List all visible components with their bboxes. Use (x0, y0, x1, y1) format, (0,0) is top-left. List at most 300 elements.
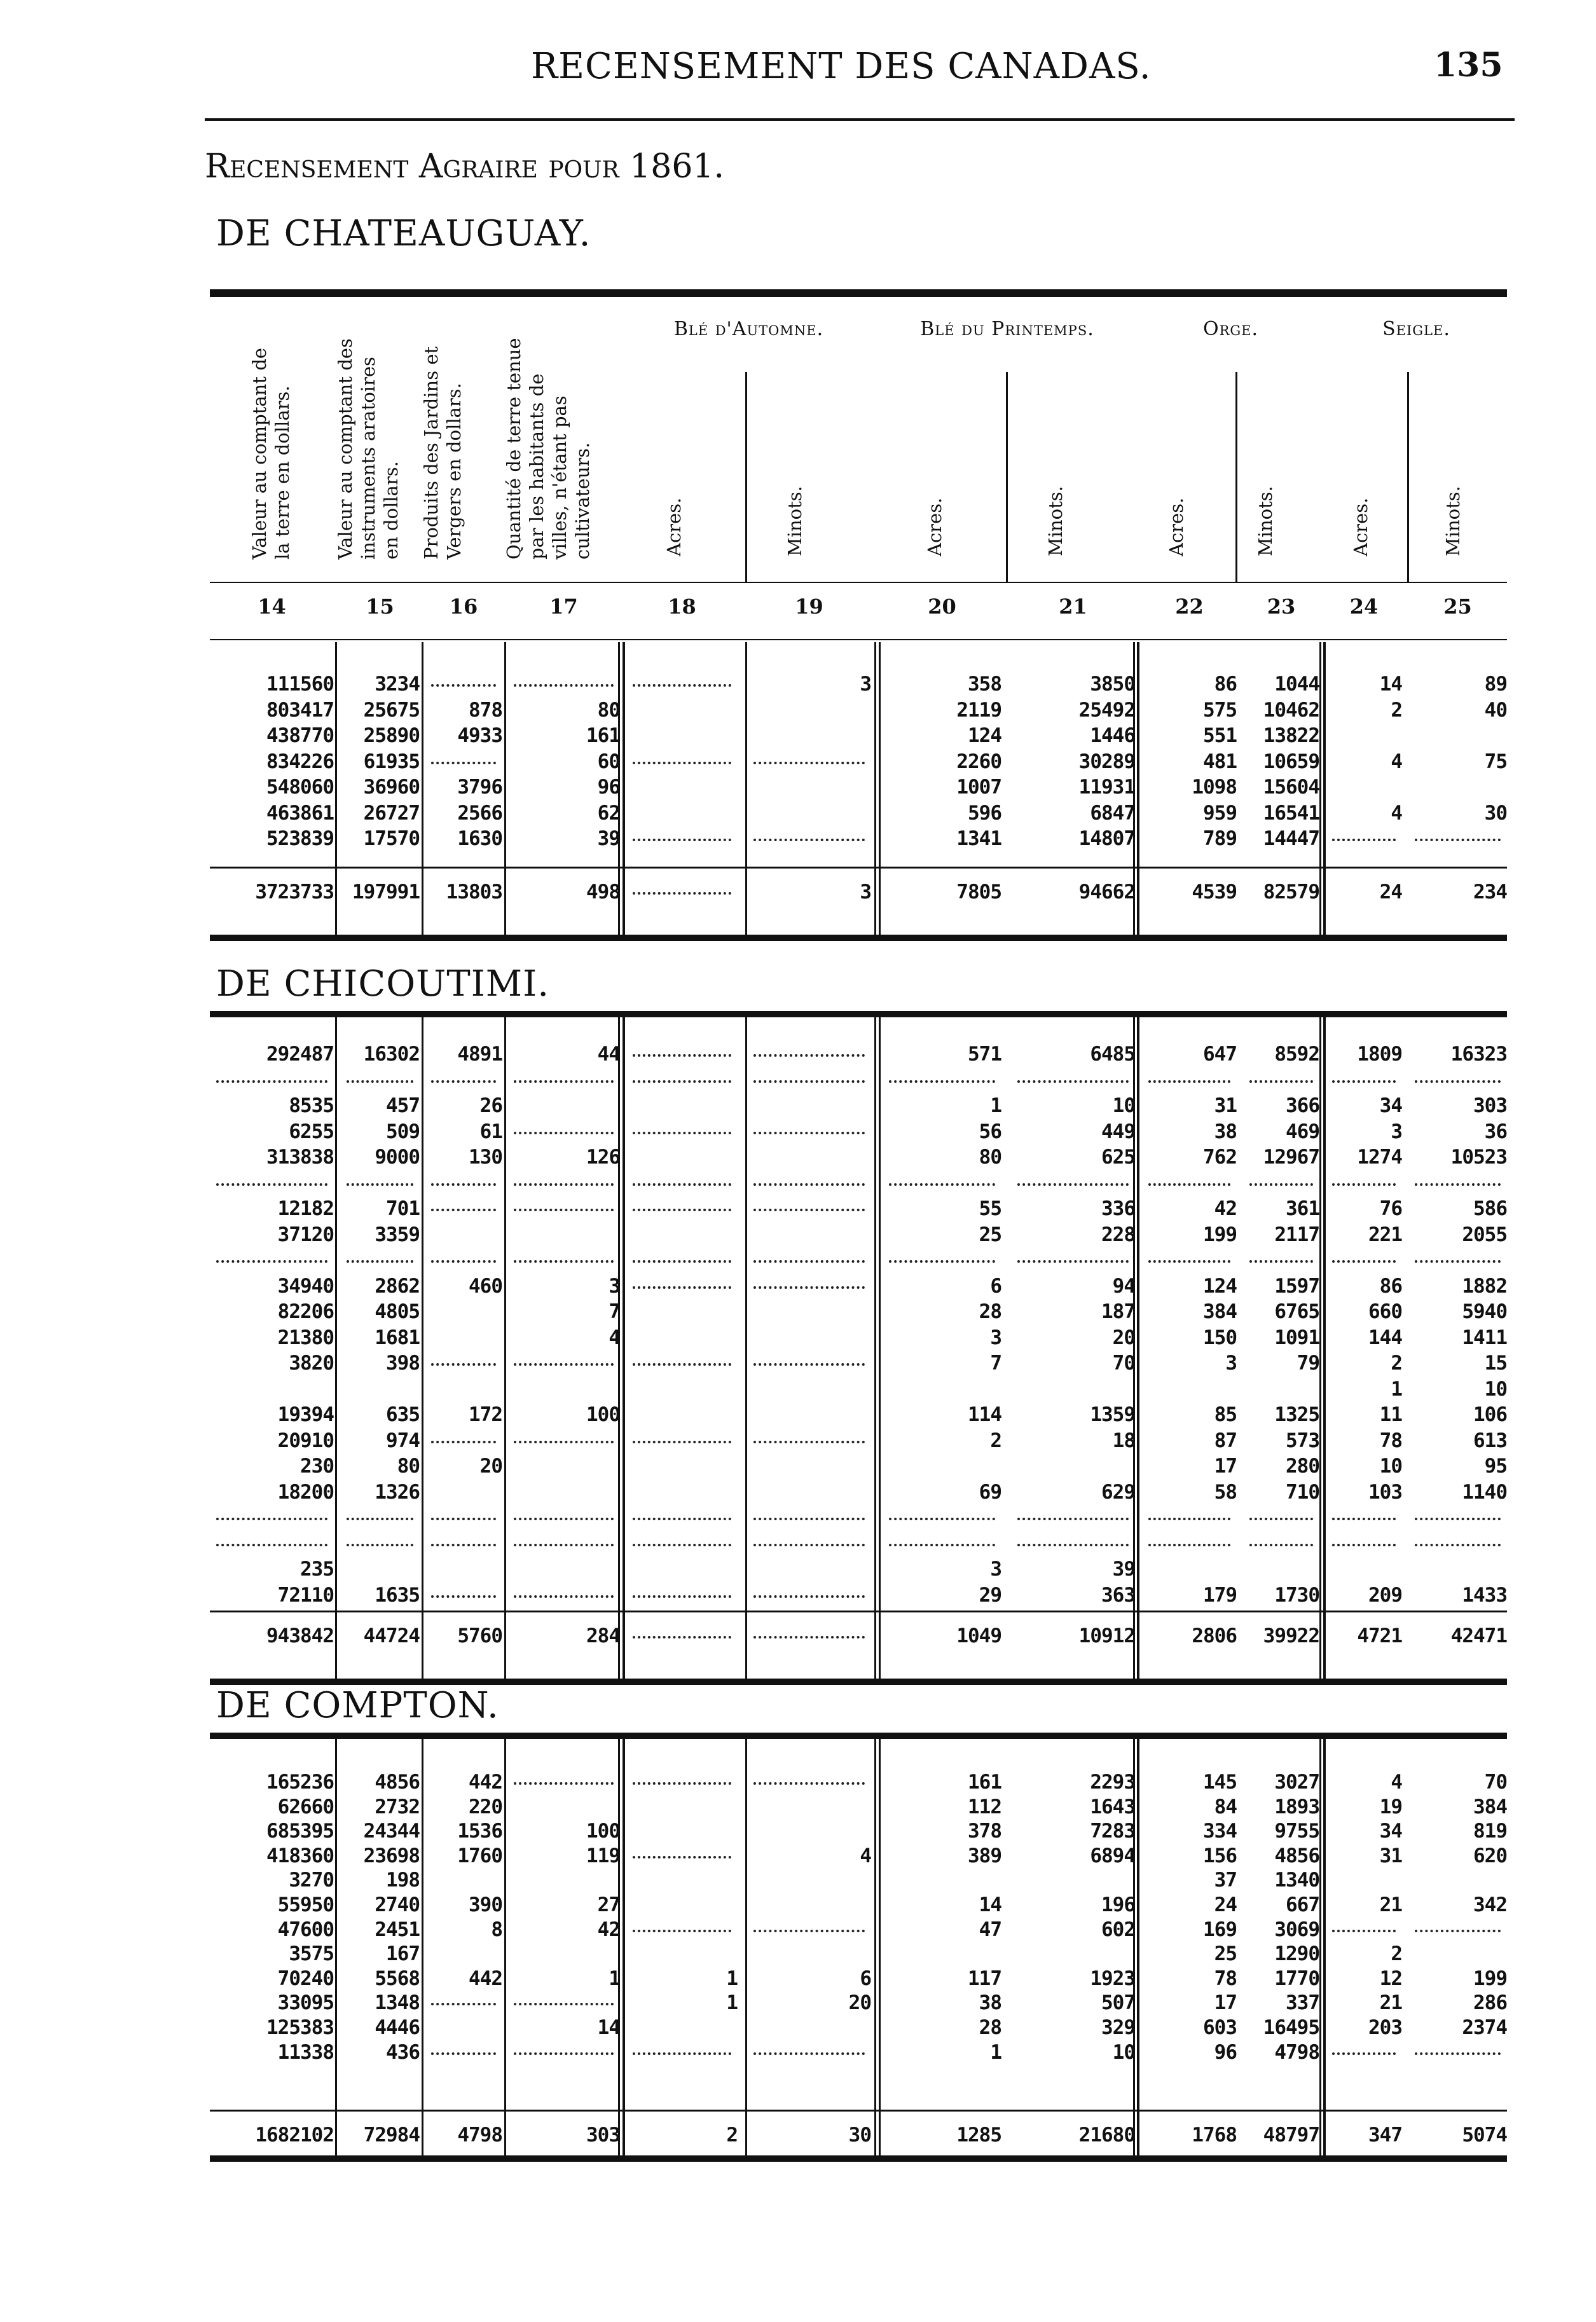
table-cell: 2374 (1462, 2016, 1507, 2039)
table-cell: 29 (979, 1583, 1001, 1607)
column-divider (422, 642, 423, 935)
table-cell: 19394 (277, 1403, 334, 1426)
table-cell: 3234 (375, 673, 420, 696)
table-cell: 336 (1101, 1197, 1135, 1220)
sub-header-5: Minots. (1255, 486, 1276, 556)
header-rule (205, 118, 1515, 121)
col-number-25: 25 (1443, 594, 1472, 619)
empty-cell-leader (431, 1209, 496, 1211)
table-cell: 25 (1214, 1942, 1237, 1966)
table-cell: 103 (1368, 1480, 1402, 1504)
table-cell: 14447 (1263, 827, 1319, 850)
table-cell: 602 (1101, 1918, 1135, 1941)
empty-cell-leader (753, 839, 865, 841)
total-rule (210, 867, 1507, 869)
empty-cell-leader (1415, 2052, 1501, 2055)
table-cell: 7283 (1090, 1820, 1135, 1843)
table-cell: 14 (597, 2016, 620, 2039)
empty-cell-leader (347, 1518, 413, 1520)
column-divider (745, 1017, 747, 1679)
table-cell: 436 (386, 2040, 420, 2064)
table-cell: 14807 (1078, 827, 1135, 850)
col-number-14: 14 (258, 594, 286, 619)
table-cell: 58 (1214, 1480, 1237, 1504)
empty-cell-leader (1415, 1260, 1501, 1263)
group-divider (1319, 1017, 1326, 1679)
table-cell: 106 (1473, 1403, 1507, 1426)
table-cell: 1325 (1274, 1403, 1319, 1426)
section-name: DE CHICOUTIMI. (216, 963, 550, 1005)
empty-cell-leader (889, 1183, 995, 1186)
table-cell: 292487 (266, 1043, 334, 1066)
empty-cell-leader (431, 1441, 496, 1443)
empty-cell-leader (431, 1518, 496, 1520)
table-cell: 39 (1112, 1558, 1135, 1581)
table-cell: 20 (479, 1455, 502, 1478)
group-divider (874, 1017, 881, 1679)
table-cell: 55950 (277, 1893, 334, 1916)
table-cell: 4891 (457, 1043, 502, 1066)
table-cell: 2732 (375, 1795, 420, 1818)
empty-cell-leader (753, 1132, 865, 1134)
table-cell: 384 (1203, 1300, 1237, 1323)
table-cell: 2260 (956, 750, 1001, 773)
empty-cell-leader (889, 1260, 995, 1263)
table-cell: 33095 (277, 1991, 334, 2015)
table-cell: 42 (597, 1918, 620, 1941)
table-cell: 313838 (266, 1146, 334, 1169)
table-cell: 1809 (1357, 1043, 1402, 1066)
empty-cell-leader (514, 2052, 614, 2055)
empty-cell-leader (633, 1518, 731, 1520)
table-cell: 463861 (266, 801, 334, 825)
empty-cell-leader (633, 1260, 731, 1263)
table-cell: 613 (1473, 1429, 1507, 1452)
table-cell: 1770 (1274, 1967, 1319, 1990)
col-number-19: 19 (795, 594, 823, 619)
section-top-rule (210, 1011, 1507, 1017)
table-cell: 4446 (375, 2016, 420, 2039)
group-header-3: Seigle. (1382, 318, 1450, 340)
col-number-22: 22 (1175, 594, 1204, 619)
empty-cell-leader (514, 1363, 614, 1366)
table-cell: 834226 (266, 750, 334, 773)
total-cell: 284 (586, 1625, 620, 1647)
col-number-24: 24 (1349, 594, 1379, 619)
table-cell: 4 (860, 1844, 871, 1867)
empty-cell-leader (347, 1080, 413, 1083)
table-cell: 80 (397, 1455, 420, 1478)
table-cell: 3796 (457, 776, 502, 799)
empty-cell-leader (1415, 1544, 1501, 1546)
table-cell: 11 (1379, 1403, 1402, 1426)
empty-cell-leader (514, 1544, 614, 1546)
table-cell: 17570 (363, 827, 420, 850)
empty-cell-leader (431, 684, 496, 687)
table-cell: 145 (1203, 1771, 1237, 1794)
table-cell: 130 (469, 1146, 502, 1169)
empty-cell-leader (1148, 1518, 1230, 1520)
table-cell: 209 (1368, 1583, 1402, 1607)
table-cell: 4856 (1274, 1844, 1319, 1867)
table-cell: 161 (968, 1771, 1001, 1794)
empty-cell-leader (633, 1209, 731, 1211)
total-cell: 7805 (956, 881, 1001, 903)
table-cell: 100 (586, 1403, 620, 1426)
empty-cell-leader (431, 1544, 496, 1546)
table-cell: 629 (1101, 1480, 1135, 1504)
column-divider (335, 1017, 337, 1679)
table-cell: 37120 (277, 1223, 334, 1246)
empty-cell-leader (633, 1856, 731, 1858)
table-cell: 12 (1379, 1967, 1402, 1990)
col-number-16: 16 (449, 594, 478, 619)
table-cell: 3820 (289, 1352, 334, 1375)
table-cell: 31 (1379, 1844, 1402, 1867)
table-cell: 8535 (289, 1094, 334, 1117)
table-cell: 20 (848, 1991, 871, 2015)
col-number-23: 23 (1267, 594, 1296, 619)
table-cell: 1340 (1274, 1869, 1319, 1892)
total-cell: 21680 (1078, 2124, 1135, 2147)
table-cell: 34940 (277, 1274, 334, 1298)
total-cell: 2 (726, 2124, 738, 2147)
table-cell: 366 (1286, 1094, 1319, 1117)
table-cell: 28 (979, 2016, 1001, 2039)
table-cell: 625 (1101, 1146, 1135, 1169)
table-cell: 337 (1286, 1991, 1319, 2015)
table-cell: 60 (597, 750, 620, 773)
census-title-word2: Agraire pour (418, 148, 619, 186)
table-cell: 1433 (1462, 1583, 1507, 1607)
empty-cell-leader (633, 1544, 731, 1546)
table-cell: 1923 (1090, 1967, 1135, 1990)
table-cell: 79 (1297, 1352, 1319, 1375)
total-cell: 72984 (363, 2124, 420, 2147)
table-cell: 94 (1112, 1274, 1135, 1298)
table-cell: 4 (1391, 750, 1402, 773)
table-cell: 442 (469, 1967, 502, 1990)
total-cell: 13803 (446, 881, 502, 903)
table-cell: 18 (1112, 1429, 1135, 1452)
table-cell: 15604 (1263, 776, 1319, 799)
table-cell: 334 (1203, 1820, 1237, 1843)
empty-total-leader (753, 1636, 865, 1638)
col-number-15: 15 (366, 594, 394, 619)
table-cell: 1326 (375, 1480, 420, 1504)
table-cell: 286 (1473, 1991, 1507, 2015)
table-cell: 3 (860, 673, 871, 696)
table-cell: 2451 (375, 1918, 420, 1941)
table-cell: 38 (979, 1991, 1001, 2015)
table-cell: 21 (1379, 1991, 1402, 2015)
empty-cell-leader (633, 1930, 731, 1932)
table-cell: 12182 (277, 1197, 334, 1220)
column-divider (745, 1739, 747, 2155)
table-cell: 685395 (266, 1820, 334, 1843)
table-cell: 161 (586, 724, 620, 747)
empty-cell-leader (753, 762, 865, 764)
table-cell: 117 (968, 1967, 1001, 1990)
table-cell: 3069 (1274, 1918, 1319, 1941)
table-cell: 6 (860, 1967, 871, 1990)
total-cell: 303 (586, 2124, 620, 2147)
empty-cell-leader (1415, 1080, 1501, 1083)
table-cell: 75 (1484, 750, 1507, 773)
table-cell: 6765 (1274, 1300, 1319, 1323)
table-cell: 10 (1112, 2040, 1135, 2064)
empty-cell-leader (1332, 1930, 1396, 1932)
sub-divider-1 (1006, 372, 1008, 582)
table-cell: 169 (1203, 1918, 1237, 1941)
column-divider (335, 642, 337, 935)
table-cell: 358 (968, 673, 1001, 696)
table-cell: 198 (386, 1869, 420, 1892)
header-col-16: Produits des Jardins et Vergers en dollars. (420, 346, 465, 560)
table-cell: 4 (1391, 1771, 1402, 1794)
empty-cell-leader (1332, 1260, 1396, 1263)
empty-cell-leader (514, 1260, 614, 1263)
table-cell: 2055 (1462, 1223, 1507, 1246)
group-header-2: Orge. (1202, 318, 1259, 340)
table-cell: 460 (469, 1274, 502, 1298)
table-cell: 2 (1391, 698, 1402, 722)
table-cell: 55 (979, 1197, 1001, 1220)
table-cell: 509 (386, 1120, 420, 1143)
table-cell: 1643 (1090, 1795, 1135, 1818)
table-cell: 10659 (1263, 750, 1319, 773)
empty-cell-leader (1017, 1260, 1129, 1263)
table-cell: 342 (1473, 1893, 1507, 1916)
table-cell: 14 (1379, 673, 1402, 696)
section-top-rule (210, 1733, 1507, 1739)
table-cell: 10 (1484, 1377, 1507, 1401)
header-col-17: Quantité de terre tenue par les habitants de villes, n'étant pas cultivateurs. (503, 338, 593, 560)
table-cell: 1341 (956, 827, 1001, 850)
empty-cell-leader (1332, 2052, 1396, 2055)
table-cell: 76 (1379, 1197, 1402, 1220)
table-cell: 16302 (363, 1043, 420, 1066)
table-cell: 2119 (956, 698, 1001, 722)
table-cell: 1 (609, 1967, 620, 1990)
table-cell: 17 (1214, 1991, 1237, 2015)
table-cell: 361 (1286, 1197, 1319, 1220)
group-divider (874, 1739, 881, 2155)
header-top-rule (210, 289, 1507, 297)
empty-cell-leader (514, 1080, 614, 1083)
table-cell: 9755 (1274, 1820, 1319, 1843)
table-cell: 280 (1286, 1455, 1319, 1478)
census-title-word1: Recensement (205, 148, 409, 186)
table-cell: 114 (968, 1403, 1001, 1426)
table-cell: 469 (1286, 1120, 1319, 1143)
section-bottom-rule (210, 935, 1507, 941)
table-cell: 2740 (375, 1893, 420, 1916)
table-cell: 959 (1203, 801, 1237, 825)
total-cell: 3723733 (255, 881, 334, 903)
empty-cell-leader (633, 1441, 731, 1443)
table-cell: 7 (609, 1300, 620, 1323)
table-cell: 70 (1112, 1352, 1135, 1375)
table-cell: 384 (1473, 1795, 1507, 1818)
table-cell: 6894 (1090, 1844, 1135, 1867)
table-cell: 789 (1203, 827, 1237, 850)
table-cell: 172 (469, 1403, 502, 1426)
total-cell: 1049 (956, 1625, 1001, 1647)
table-cell: 6255 (289, 1120, 334, 1143)
empty-cell-leader (514, 1209, 614, 1211)
empty-cell-leader (514, 1595, 614, 1598)
table-cell: 3270 (289, 1869, 334, 1892)
empty-cell-leader (753, 1930, 865, 1932)
table-cell: 710 (1286, 1480, 1319, 1504)
table-cell: 6485 (1090, 1043, 1135, 1066)
empty-cell-leader (1415, 1930, 1501, 1932)
table-cell: 2293 (1090, 1771, 1135, 1794)
table-cell: 16323 (1450, 1043, 1507, 1066)
empty-cell-leader (753, 1363, 865, 1366)
table-cell: 84 (1214, 1795, 1237, 1818)
table-cell: 571 (968, 1043, 1001, 1066)
table-cell: 5940 (1462, 1300, 1507, 1323)
table-cell: 418360 (266, 1844, 334, 1867)
table-cell: 1091 (1274, 1326, 1319, 1349)
column-divider (422, 1739, 423, 2155)
sub-header-1: Minots. (784, 486, 806, 556)
table-cell: 449 (1101, 1120, 1135, 1143)
table-cell: 96 (597, 776, 620, 799)
table-cell: 575 (1203, 698, 1237, 722)
table-cell: 1348 (375, 1991, 420, 2015)
total-cell: 4798 (457, 2124, 502, 2147)
total-cell: 1285 (956, 2124, 1001, 2147)
table-cell: 457 (386, 1094, 420, 1117)
table-cell: 551 (1203, 724, 1237, 747)
empty-cell-leader (1148, 1080, 1230, 1083)
empty-cell-leader (1148, 1544, 1230, 1546)
table-cell: 2862 (375, 1274, 420, 1298)
table-cell: 30289 (1078, 750, 1135, 773)
total-cell: 498 (586, 881, 620, 903)
total-cell: 10912 (1078, 1625, 1135, 1647)
table-cell: 36 (1484, 1120, 1507, 1143)
table-cell: 25 (979, 1223, 1001, 1246)
table-cell: 3850 (1090, 673, 1135, 696)
empty-cell-leader (753, 2052, 865, 2055)
empty-cell-leader (1148, 1183, 1230, 1186)
table-cell: 10523 (1450, 1146, 1507, 1169)
empty-cell-leader (633, 762, 731, 764)
empty-cell-leader (1249, 1080, 1313, 1083)
empty-cell-leader (1332, 1183, 1396, 1186)
table-cell: 124 (1203, 1274, 1237, 1298)
table-cell: 1 (726, 1991, 738, 2015)
table-cell: 14 (979, 1893, 1001, 1916)
table-cell: 27 (597, 1893, 620, 1916)
table-cell: 4 (1391, 801, 1402, 825)
table-cell: 25890 (363, 724, 420, 747)
empty-cell-leader (1249, 1518, 1313, 1520)
table-cell: 620 (1473, 1844, 1507, 1867)
empty-cell-leader (889, 1518, 995, 1520)
table-cell: 23698 (363, 1844, 420, 1867)
table-cell: 701 (386, 1197, 420, 1220)
table-cell: 329 (1101, 2016, 1135, 2039)
table-cell: 573 (1286, 1429, 1319, 1452)
table-cell: 80 (597, 698, 620, 722)
empty-cell-leader (753, 1183, 865, 1186)
table-cell: 8592 (1274, 1043, 1319, 1066)
total-rule (210, 1611, 1507, 1612)
total-cell: 4539 (1192, 881, 1237, 903)
table-cell: 1007 (956, 776, 1001, 799)
total-cell: 82579 (1263, 881, 1319, 903)
table-cell: 1359 (1090, 1403, 1135, 1426)
total-cell: 44724 (363, 1625, 420, 1647)
group-header-1: Blé du Printemps. (920, 318, 1094, 340)
empty-cell-leader (1415, 1518, 1501, 1520)
table-cell: 3 (990, 1558, 1001, 1581)
table-cell: 61935 (363, 750, 420, 773)
table-cell: 187 (1101, 1300, 1135, 1323)
table-cell: 199 (1473, 1967, 1507, 1990)
table-cell: 1635 (375, 1583, 420, 1607)
table-cell: 1044 (1274, 673, 1319, 696)
column-divider (335, 1739, 337, 2155)
census-title (205, 148, 724, 186)
table-cell: 125383 (266, 2016, 334, 2039)
table-cell: 438770 (266, 724, 334, 747)
empty-cell-leader (431, 762, 496, 764)
sub-header-0: Acres. (663, 497, 685, 556)
group-divider (874, 642, 881, 935)
empty-cell-leader (514, 1518, 614, 1520)
empty-cell-leader (753, 1054, 865, 1057)
table-cell: 24344 (363, 1820, 420, 1843)
table-cell: 80 (979, 1146, 1001, 1169)
sub-divider-0 (745, 372, 747, 582)
empty-cell-leader (753, 1441, 865, 1443)
table-cell: 1597 (1274, 1274, 1319, 1298)
empty-cell-leader (1332, 1080, 1396, 1083)
table-cell: 2 (1391, 1352, 1402, 1375)
table-cell: 507 (1101, 1991, 1135, 2015)
table-cell: 1630 (457, 827, 502, 850)
empty-cell-leader (514, 1782, 614, 1785)
table-cell: 26 (479, 1094, 502, 1117)
table-cell: 4805 (375, 1300, 420, 1323)
table-cell: 2566 (457, 801, 502, 825)
table-cell: 3 (990, 1326, 1001, 1349)
table-cell: 36960 (363, 776, 420, 799)
table-cell: 220 (469, 1795, 502, 1818)
empty-cell-leader (216, 1518, 327, 1520)
table-cell: 363 (1101, 1583, 1135, 1607)
table-cell: 196 (1101, 1893, 1135, 1916)
total-cell: 30 (848, 2124, 871, 2147)
table-cell: 481 (1203, 750, 1237, 773)
table-cell: 1 (990, 1094, 1001, 1117)
table-cell: 111560 (266, 673, 334, 696)
empty-cell-leader (216, 1080, 327, 1083)
table-cell: 378 (968, 1820, 1001, 1843)
table-cell: 303 (1473, 1094, 1507, 1117)
table-cell: 70 (1484, 1771, 1507, 1794)
census-title-year: 1861. (629, 148, 725, 186)
table-cell: 548060 (266, 776, 334, 799)
table-cell: 17 (1214, 1455, 1237, 1478)
empty-cell-leader (216, 1183, 327, 1186)
